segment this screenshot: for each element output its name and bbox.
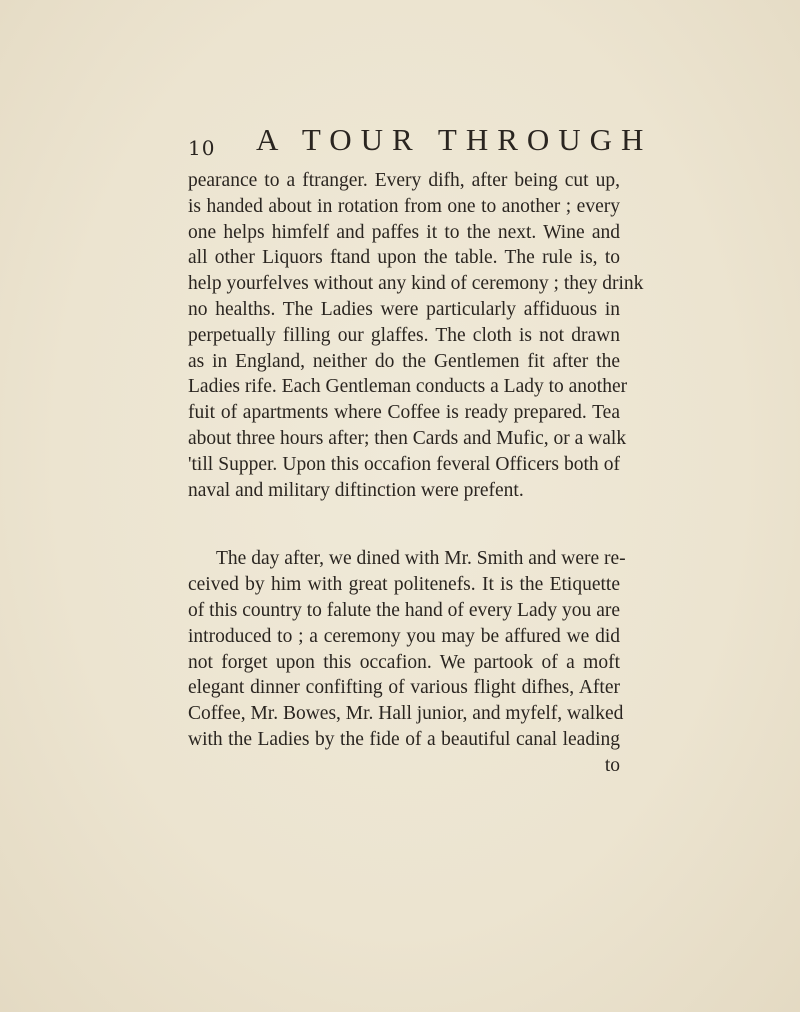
text-line: The day after, we dined with Mr. Smith and were re- <box>216 548 626 570</box>
text-line: about three hours after; then Cards and Mufic, or a walk <box>188 427 627 449</box>
running-head: A TOUR THROUGH <box>256 122 653 157</box>
text-line: perpetually filling our glaffes. The cloth is not drawn <box>188 324 620 346</box>
text-line: is handed about in rotation from one to another ; every <box>188 195 620 217</box>
page-header <box>188 122 653 162</box>
text-line: not forget upon this occafion. We partook of a moft <box>188 651 620 673</box>
text-line: naval and military diftinction were prefent. <box>188 479 524 501</box>
text-line: help yourfelves without any kind of ceremony ; they drink <box>188 273 644 295</box>
catchword: to <box>604 754 620 776</box>
text-line: no healths. The Ladies were particularly affiduous in <box>188 298 620 320</box>
text-line: Coffee, Mr. Bowes, Mr. Hall junior, and myfelf, walked <box>188 703 624 725</box>
paragraph-gap <box>188 503 620 546</box>
text-line: fuit of apartments where Coffee is ready prepared. Tea <box>188 402 620 424</box>
text-line: of this country to falute the hand of every Lady you are <box>188 599 620 621</box>
text-line: pearance to a ftranger. Every difh, after being cut up, <box>188 170 620 191</box>
catchword-line <box>188 753 620 779</box>
text-line: one helps himfelf and paffes it to the next. Wine and <box>188 221 620 243</box>
text-line: Ladies rife. Each Gentleman conducts a Lady to another <box>188 376 628 398</box>
paragraph <box>188 546 626 752</box>
text-line: elegant dinner confifting of various flight difhes, After <box>188 677 620 699</box>
page-number: 10 <box>188 136 216 160</box>
text-line: all other Liquors ftand upon the table. The rule is, to <box>188 247 620 269</box>
text-line: with the Ladies by the fide of a beautiful canal leading <box>188 728 620 750</box>
text-line: ceived by him with great politenefs. It is the Etiquette <box>188 574 620 596</box>
text-line: 'till Supper. Upon this occafion feveral Officers both of <box>188 453 620 475</box>
body-text <box>188 168 644 779</box>
text-line: as in England, neither do the Gentlemen fit after the <box>188 350 620 372</box>
paragraph <box>188 168 644 503</box>
text-line: introduced to ; a ceremony you may be affured we did <box>188 625 620 647</box>
